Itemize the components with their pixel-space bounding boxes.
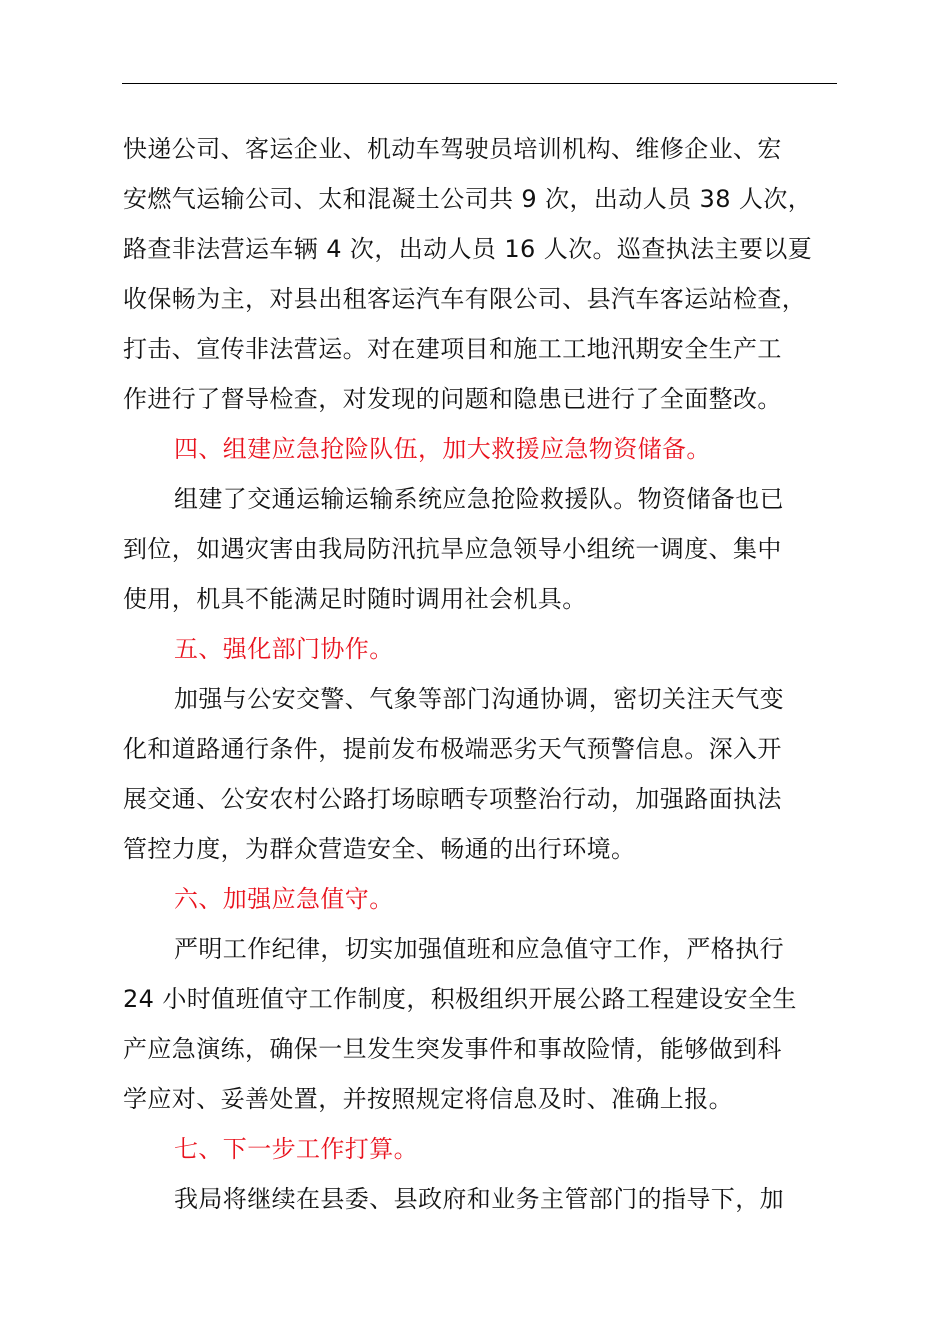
body-line-3: 路查非法营运车辆 4 次，出动人员 16 人次。巡查执法主要以夏 <box>123 235 813 263</box>
paragraph-6-line-3: 产应急演练，确保一旦发生突发事件和事故险情，能够做到科 <box>123 1035 782 1063</box>
paragraph-5-line-3: 展交通、公安农村公路打场晾晒专项整治行动，加强路面执法 <box>123 785 782 813</box>
header-rule <box>122 83 837 84</box>
paragraph-6-line-4: 学应对、妥善处置，并按照规定将信息及时、准确上报。 <box>123 1085 733 1113</box>
paragraph-5-line-1: 加强与公安交警、气象等部门沟通协调，密切关注天气变 <box>174 685 784 713</box>
paragraph-6-line-2: 24 小时值班值守工作制度，积极组织开展公路工程建设安全生 <box>123 985 797 1013</box>
body-line-6: 作进行了督导检查，对发现的问题和隐患已进行了全面整改。 <box>123 385 782 413</box>
paragraph-5-line-4: 管控力度，为群众营造安全、畅通的出行环境。 <box>123 835 636 863</box>
section-heading-7: 七、下一步工作打算。 <box>174 1135 418 1163</box>
section-heading-5: 五、强化部门协作。 <box>174 635 394 663</box>
document-body <box>123 124 843 1224</box>
section-heading-4: 四、组建应急抢险队伍，加大救援应急物资储备。 <box>174 435 711 463</box>
paragraph-5-line-2: 化和道路通行条件，提前发布极端恶劣天气预警信息。深入开 <box>123 735 782 763</box>
body-line-5: 打击、宣传非法营运。对在建项目和施工工地汛期安全生产工 <box>123 335 782 363</box>
body-line-4: 收保畅为主，对县出租客运汽车有限公司、县汽车客运站检查， <box>123 285 807 313</box>
section-heading-6: 六、加强应急值守。 <box>174 885 394 913</box>
paragraph-6-line-1: 严明工作纪律，切实加强值班和应急值守工作，严格执行 <box>174 935 784 963</box>
paragraph-7-line-1: 我局将继续在县委、县政府和业务主管部门的指导下，加 <box>174 1185 784 1213</box>
body-line-1: 快递公司、客运企业、机动车驾驶员培训机构、维修企业、宏 <box>123 135 782 163</box>
paragraph-4-line-3: 使用，机具不能满足时随时调用社会机具。 <box>123 585 587 613</box>
paragraph-4-line-1: 组建了交通运输运输系统应急抢险救援队。物资储备也已 <box>174 485 784 513</box>
body-line-2: 安燃气运输公司、太和混凝土公司共 9 次，出动人员 38 人次， <box>123 185 813 213</box>
paragraph-4-line-2: 到位，如遇灾害由我局防汛抗旱应急领导小组统一调度、集中 <box>123 535 782 563</box>
